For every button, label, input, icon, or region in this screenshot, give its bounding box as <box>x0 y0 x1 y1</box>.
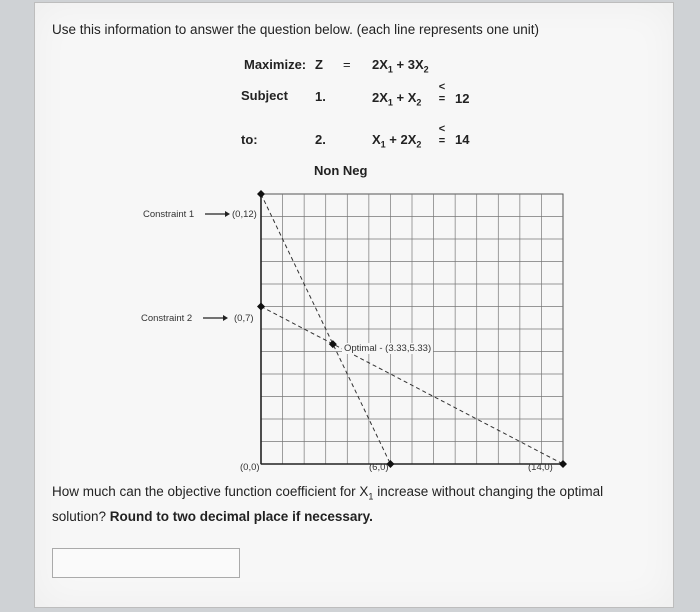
non-negativity-label: Non Neg <box>314 163 368 178</box>
equals-sign: = <box>343 57 351 72</box>
point-0-0-label: (0,0) <box>240 462 260 473</box>
intro-text: Use this information to answer the question below. (each line represents one unit) <box>52 22 540 37</box>
maximize-label: Maximize: <box>244 57 307 72</box>
answer-input[interactable] <box>52 548 240 578</box>
point-marker <box>257 190 265 198</box>
constraint2-label: Constraint 2 <box>141 313 193 324</box>
equal-symbol: = <box>438 93 446 105</box>
constraint2-number: 2. <box>315 132 326 147</box>
point-14-0-label: (14,0) <box>528 462 553 473</box>
equal-symbol: = <box>438 135 446 147</box>
graph-grid <box>261 194 563 464</box>
point-0-12-label: (0,12) <box>232 209 257 220</box>
constraint1-label: Constraint 1 <box>143 209 195 220</box>
constraint1-number: 1. <box>315 89 326 104</box>
z-label: Z <box>315 57 323 72</box>
point-marker <box>257 303 265 311</box>
constraint1-arrow <box>205 211 230 217</box>
constraint1-rhs: 12 <box>455 91 470 106</box>
point-0-7-label: (0,7) <box>234 313 254 324</box>
optimal-point-marker <box>329 340 337 348</box>
to-label: to: <box>241 132 258 147</box>
objective-expression: $2X_1 + 3X_2$ <box>372 57 429 75</box>
constraint2-expression: $X_1 + 2X_2$ <box>372 132 422 150</box>
point-6-0-label: (6,0) <box>369 462 389 473</box>
subject-label: Subject <box>241 88 288 103</box>
point-marker <box>559 460 567 468</box>
question-text: How much can the objective function coefficient for $X_1$ increase without changing the optimal solution? Round to two decimal place if necessary. <box>52 484 604 524</box>
constraint2-arrow <box>203 315 228 321</box>
constraint1-expression: $2X_1 + X_2$ <box>372 90 422 108</box>
constraint2-rhs: 14 <box>455 132 470 147</box>
less-than-symbol: < <box>438 81 446 93</box>
optimal-point-label: Optimal - (3.33,5.33) <box>344 343 432 354</box>
less-than-symbol: < <box>438 123 446 135</box>
